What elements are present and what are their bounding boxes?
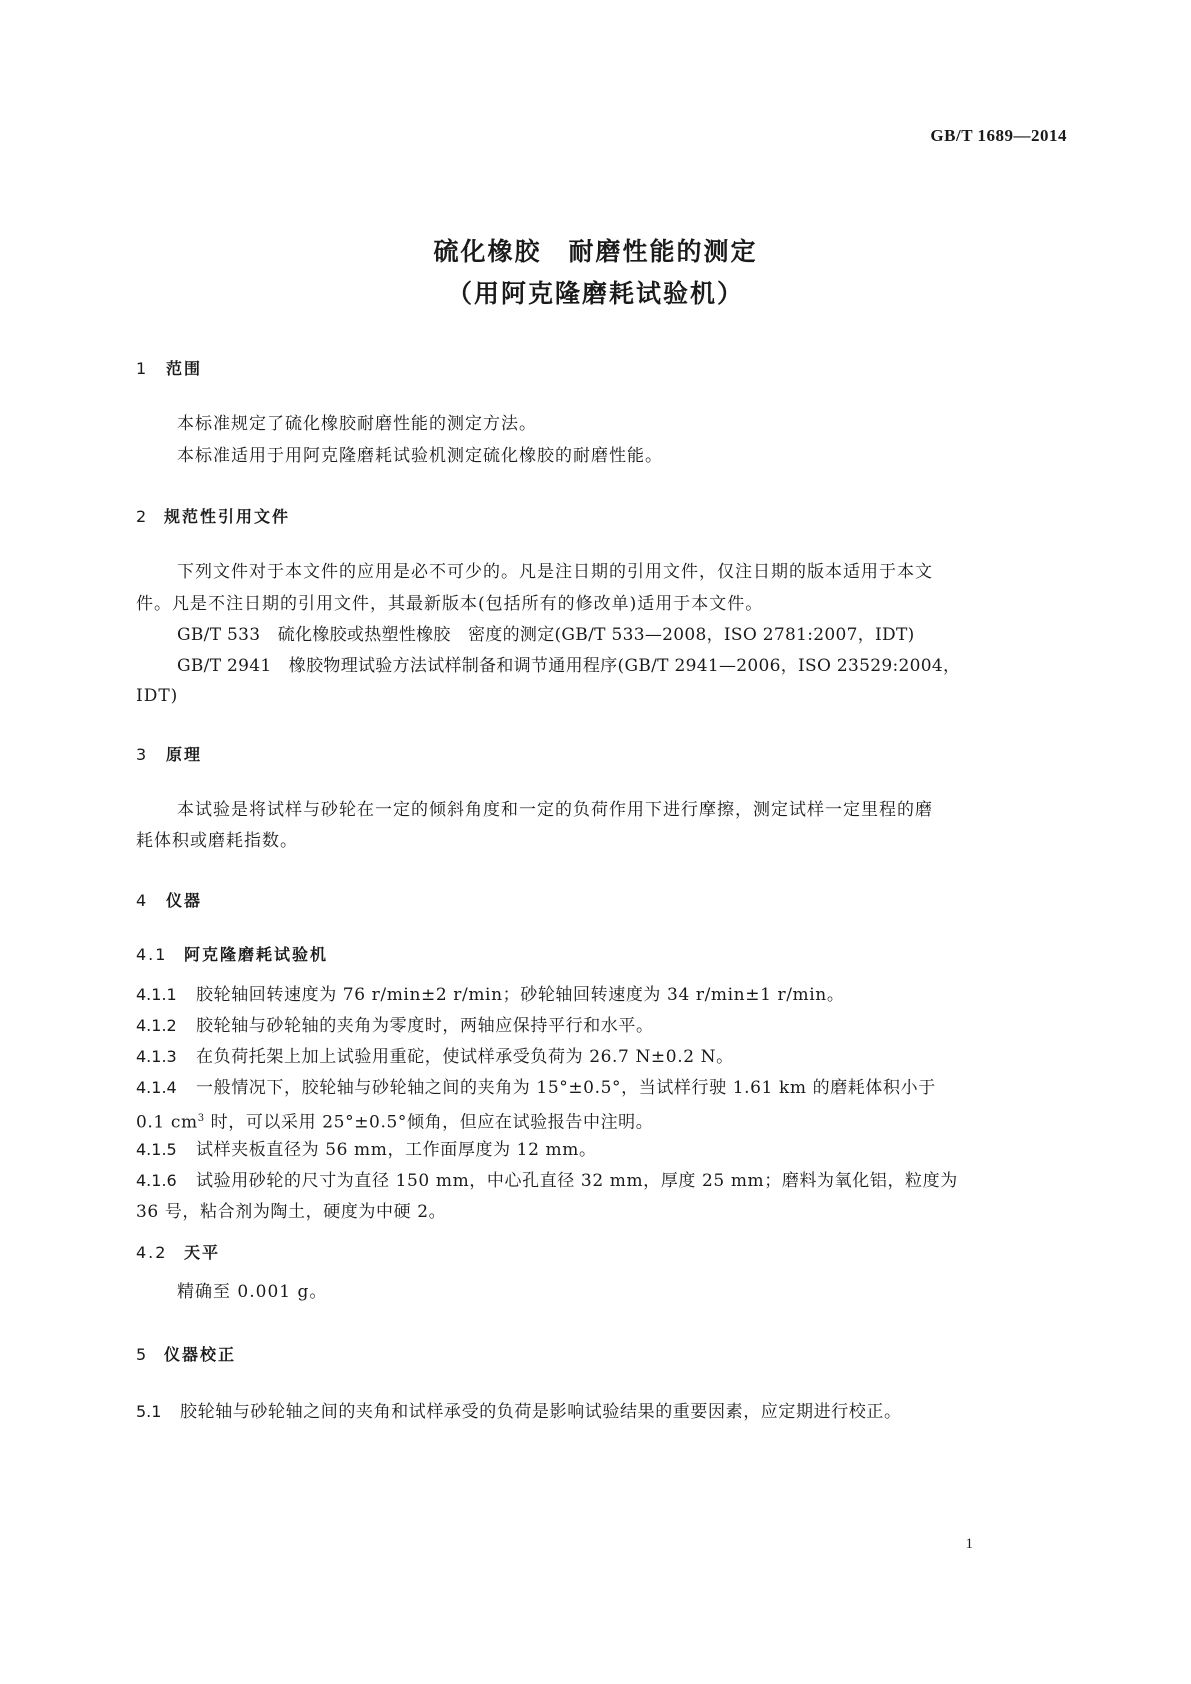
clause-text: 试样夹板直径为 56 mm，工作面厚度为 12 mm。 <box>196 1140 597 1160</box>
standard-code: GB/T 1689—2014 <box>930 126 1067 145</box>
section-title: 仪器校正 <box>164 1345 237 1364</box>
subsection-title: 天平 <box>184 1243 221 1262</box>
clause-number: 4.1.4 <box>136 1078 177 1097</box>
document-title-line1: 硫化橡胶 耐磨性能的测定 <box>433 237 758 266</box>
clause-number: 4.1.3 <box>136 1047 177 1066</box>
page-number: 1 <box>965 1536 973 1552</box>
section-2-paragraph-line-1: 下列文件对于本文件的应用是必不可少的。凡是注日期的引用文件，仅注日期的版本适用于本文 <box>177 562 933 582</box>
subsection-number: 4.2 <box>136 1243 168 1262</box>
section-number: 1 <box>136 359 149 378</box>
section-3-paragraph-line-1: 本试验是将试样与砂轮在一定的倾斜角度和一定的负荷作用下进行摩擦，测定试样一定里程的磨 <box>177 800 933 820</box>
section-1-paragraph-1: 本标准规定了硫化橡胶耐磨性能的测定方法。 <box>177 414 537 434</box>
clause-4-1-2 <box>136 1010 654 1042</box>
section-1-heading <box>136 356 202 379</box>
section-4-heading <box>136 888 202 911</box>
section-3-paragraph-line-2: 耗体积或磨耗指数。 <box>136 831 298 851</box>
clause-text: 0.1 cm <box>136 1112 198 1133</box>
section-number: 4 <box>136 891 149 910</box>
clause-text: 36 号，粘合剂为陶土，硬度为中硬 2。 <box>136 1202 447 1222</box>
section-2-paragraph-line-2: 件。凡是不注日期的引用文件，其最新版本(包括所有的修改单)适用于本文件。 <box>136 594 764 614</box>
clause-number: 4.1.5 <box>136 1140 177 1159</box>
clause-4-1-6-continuation <box>136 1196 446 1228</box>
normative-reference-2-line-2: IDT) <box>136 686 179 706</box>
section-number: 5 <box>136 1345 149 1364</box>
section-number: 3 <box>136 745 149 764</box>
document-title-line2: （用阿克隆磨耗试验机） <box>446 279 744 308</box>
clause-text: 胶轮轴与砂轮轴之间的夹角和试样承受的负荷是影响试验结果的重要因素，应定期进行校正。 <box>180 1402 902 1422</box>
section-title: 原理 <box>166 745 203 764</box>
normative-reference-1: GB/T 533 硫化橡胶或热塑性橡胶 密度的测定(GB/T 533—2008，ISO 2781:2007，IDT) <box>177 625 915 645</box>
clause-text: 一般情况下，胶轮轴与砂轮轴之间的夹角为 15°±0.5°，当试样行驶 1.61 km 的磨耗体积小于 <box>196 1078 936 1098</box>
clause-number: 5.1 <box>136 1402 162 1421</box>
clause-4-1-3 <box>136 1041 734 1073</box>
clause-4-1-6 <box>136 1165 958 1197</box>
clause-text: 试验用砂轮的尺寸为直径 150 mm，中心孔直径 32 mm，厚度 25 mm；磨料为氧化铝，粒度为 <box>196 1171 958 1191</box>
section-2-heading <box>136 504 290 527</box>
subsection-number: 4.1 <box>136 945 168 964</box>
section-number: 2 <box>136 507 149 526</box>
clause-4-1-5 <box>136 1134 597 1166</box>
clause-text: 时，可以采用 25°±0.5°倾角，但应在试验报告中注明。 <box>204 1112 654 1133</box>
clause-4-1-4 <box>136 1072 936 1104</box>
section-3-heading <box>136 742 202 765</box>
clause-text: 胶轮轴回转速度为 76 r/min±2 r/min；砂轮轴回转速度为 34 r/min±1 r/min。 <box>196 985 845 1005</box>
clause-number: 4.1.1 <box>136 985 177 1004</box>
clause-number: 4.1.2 <box>136 1016 177 1035</box>
section-title: 仪器 <box>166 891 203 910</box>
clause-4-1-1 <box>136 979 844 1011</box>
clause-text: 在负荷托架上加上试验用重砣，使试样承受负荷为 26.7 N±0.2 N。 <box>196 1047 734 1067</box>
section-title: 规范性引用文件 <box>164 507 291 526</box>
subsection-4-2-heading <box>136 1240 220 1263</box>
subsection-4-2-paragraph: 精确至 0.001 g。 <box>177 1282 328 1302</box>
normative-reference-2-line-1: GB/T 2941 橡胶物理试验方法试样制备和调节通用程序(GB/T 2941—2006，ISO 23529:2004， <box>177 656 961 676</box>
section-5-heading <box>136 1342 236 1365</box>
clause-text: 胶轮轴与砂轮轴的夹角为零度时，两轴应保持平行和水平。 <box>196 1016 654 1036</box>
section-1-paragraph-2: 本标准适用于用阿克隆磨耗试验机测定硫化橡胶的耐磨性能。 <box>177 446 663 466</box>
subsection-title: 阿克隆磨耗试验机 <box>184 945 329 964</box>
clause-5-1 <box>136 1396 902 1428</box>
clause-number: 4.1.6 <box>136 1171 177 1190</box>
subsection-4-1-heading <box>136 942 328 965</box>
superscript: 3 <box>197 1113 205 1124</box>
section-title: 范围 <box>166 359 203 378</box>
